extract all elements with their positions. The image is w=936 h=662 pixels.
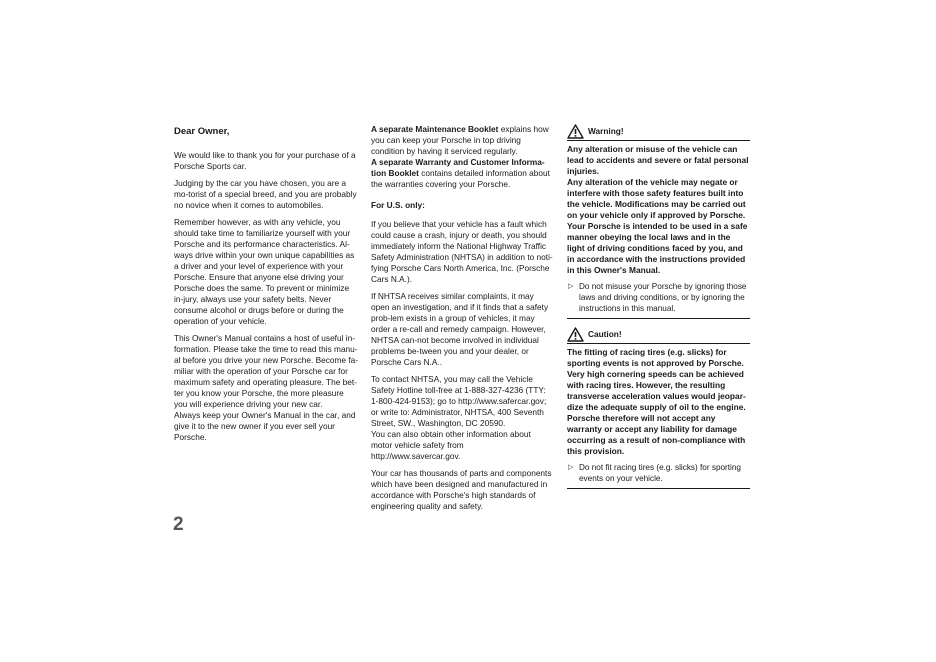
- caution-title: Caution!: [588, 329, 622, 339]
- warning-text-2: Any alteration of the vehicle may negate or interfere with those safety features built into the vehicle. Modifications may be carried out on your vehicle only if approved by Porsche. Your Porsche is intended to be used in a safe manner obeying the local laws and in the light of driving conditions faced by you, and in accordance with the instructions provided in this Owner's Manual.: [567, 177, 748, 275]
- safety-info-paragraph: You can also obtain other information about motor vehicle safety from http://www.savercar.gov.: [371, 429, 531, 461]
- warning-triangle-icon: [567, 124, 584, 139]
- nhtsa-contact-paragraph: To contact NHTSA, you may call the Vehicle Safety Hotline toll-free at 1-888-327-4236 (TTY: 1-800-424-9153); go to http://www.safercar.gov; or write to: Administrator, NHTSA, 400 Seventh Street, SW., Washington, DC 20590.: [371, 374, 547, 428]
- warning-title: Warning!: [588, 126, 624, 136]
- manual-info-paragraph: This Owner's Manual contains a host of useful in-formation. Please take the time to read this manu-al before you drive your new Porsche. Become fa-miliar with the operation of your Porsche car for maximum safety and operating pleasure. The bet-ter you know your Porsche, the more pleasure you will experience driving your new car.: [174, 333, 359, 409]
- nhtsa-investigation-paragraph: If NHTSA receives similar complaints, it may open an investigation, and if it finds that a safety prob-lem exists in a group of vehicles, it may order a re-call and remedy campaign. However, NHTSA can-not become involved in individual problems be-tween you and your dealer, or Porsche Cars N.A..: [371, 291, 549, 367]
- intro-paragraph: We would like to thank you for your purchase of a Porsche Sports car.: [174, 150, 356, 171]
- nhtsa-report-paragraph: If you believe that your vehicle has a fault which could cause a crash, injury or death, you should immediately inform the National Highway Traffic Safety Administration (NHTSA) in addition to noti-fying Porsche Cars North America, Inc. (Porsche Cars N.A.).: [371, 219, 553, 284]
- column-left: [174, 124, 358, 449]
- us-only-heading: For U.S. only:: [371, 200, 425, 210]
- greeting-heading: Dear Owner,: [174, 126, 230, 137]
- caution-header: [567, 327, 750, 344]
- parts-quality-paragraph: Your car has thousands of parts and components which have been designed and manufactured in accordance with Porsche's high standards of engineering quality and safety.: [371, 468, 552, 511]
- warranty-booklet-paragraph: [371, 157, 554, 190]
- maintenance-booklet-title: A separate Maintenance Booklet: [371, 124, 499, 134]
- bullet-arrow-icon: ▷: [568, 464, 574, 471]
- caution-box: [567, 327, 750, 489]
- warranty-booklet-text: contains detailed information about the warranties covering your Porsche.: [371, 168, 550, 189]
- warning-header: [567, 124, 750, 141]
- bullet-arrow-icon: ▷: [568, 283, 574, 290]
- maintenance-booklet-text: explains how you can keep your Porsche in top driving condition by having it serviced regularly.: [371, 124, 549, 156]
- warning-bullet-text: Do not misuse your Porsche by ignoring those laws and driving conditions, or by ignoring the instructions in this manual.: [579, 282, 747, 313]
- warning-bullet: [567, 281, 750, 314]
- column-right: [567, 124, 750, 493]
- warning-text-1: Any alteration or misuse of the vehicle can lead to accidents and severe or fatal personal injuries.: [567, 144, 749, 176]
- car-choice-paragraph: Judging by the car you have chosen, you are a mo-torist of a special breed, and you are probably no novice when it comes to automobiles.: [174, 178, 357, 210]
- warning-triangle-icon: [567, 327, 584, 342]
- warning-box: [567, 124, 750, 319]
- caution-bullet: [567, 462, 750, 484]
- safety-paragraph: Remember however, as with any vehicle, you should take time to familiarize yourself with your Porsche and its performance characteristics. Al-ways drive within your own unique capabilities as a driver and your level of experience with your Porsche. Ensure that anyone else driving your Porsche does the same. To prevent or minimize in-jury, always use your safety belts. Never consume alcohol or drugs before or during the operation of your vehicle.: [174, 217, 355, 326]
- warranty-booklet-title: A separate Warranty and Customer Informa-tion Booklet: [371, 157, 545, 178]
- caution-text: The fitting of racing tires (e.g. slicks) for sporting events is not approved by Porsche. Very high cornering speeds can be achieved with racing tires. However, the resulting transverse acceleration values would jeopar-dize the adequate supply of oil to the engine. Porsche therefore will not accept any warranty or accept any liability for damage occurring as a result of non-compliance with this provision.: [567, 347, 746, 456]
- maintenance-booklet-paragraph: [371, 124, 554, 157]
- caution-bullet-text: Do not fit racing tires (e.g. slicks) for sporting events on your vehicle.: [579, 463, 741, 483]
- column-middle: [371, 124, 554, 518]
- keep-manual-paragraph: Always keep your Owner's Manual in the car, and give it to the new owner if you ever sell your Porsche.: [174, 410, 356, 442]
- page-number: 2: [173, 514, 184, 535]
